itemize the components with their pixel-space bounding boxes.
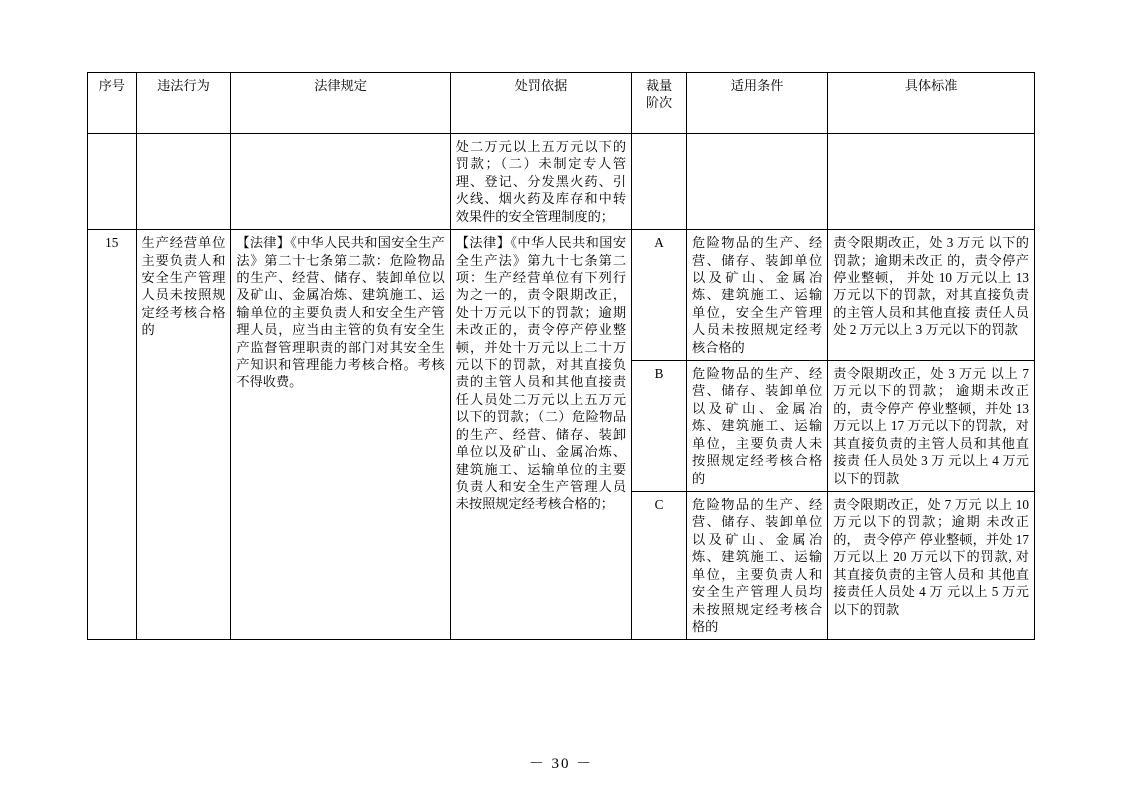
cell-basis-continued: 处二万元以上五万元以下的罚款；（二）未制定专人管理、登记、分发黑火药、引火线、烟火药及库存和中转效果件的安全管理制度的； — [450, 134, 631, 230]
table-row — [88, 230, 1035, 361]
table-header-row — [88, 73, 1035, 134]
header-specific-standard: 具体标准 — [828, 73, 1035, 134]
cell-illegal-act: 生产经营单位主要负责人和安全生产管理人员未按照规定经考核合格的 — [136, 230, 231, 640]
table-row-continued — [88, 134, 1035, 230]
header-illegal-act: 违法行为 — [136, 73, 231, 134]
header-applicable-condition: 适用条件 — [686, 73, 827, 134]
header-penalty-basis: 处罚依据 — [450, 73, 631, 134]
cell-seq: 15 — [88, 230, 137, 640]
cell-condition-continued — [686, 134, 827, 230]
cell-standard-c: 责令限期改正，处 7 万元 以上 10 万元以下的罚款；逾期 未改正的， 责令停产 停业整顿，并处 17 万元以上 20 万元以下的罚款, 对其直接负责的主管人员和 其他直接责任人员处 4 万 元以上 5 万元以下的罚款 — [828, 492, 1035, 640]
cell-standard-continued — [828, 134, 1035, 230]
cell-seq-continued — [88, 134, 137, 230]
page-number: － 30 － — [528, 756, 594, 772]
cell-condition-c: 危险物品的生产、经营、储存、装卸单位以及矿山、金属冶炼、建筑施工、运输单位，主要负责人和安全生产管理人员均未按照规定经考核合格的 — [686, 492, 827, 640]
cell-standard-b: 责令限期改正，处 3 万元 以上 7 万元以下的罚款； 逾期未改正的，责令停产 停业整顿，并处 13 万元以上 17 万元以下的罚款，对 其直接负责的主管人员和其他直接责 任人员处 3 万 元以上 4 万元 以下的罚款 — [828, 361, 1035, 492]
cell-penalty-basis: 【法律】《中华人民共和国安全生产法》第九十七条第二项：生产经营单位有下列行为之一的，责令限期改正，处十万元以下的罚款；逾期未改正的，责令停产停业整顿，并处十万元以上二十万元以下的罚款，对其直接负责的主管人员和其他直接责任人员处二万元以上五万元以下的罚款；（二）危险物品的生产、经营、储存、装卸单位以及矿山、金属冶炼、建筑施工、运输单位的主要负责人和安全生产管理人员未按照规定经考核合格的； — [450, 230, 631, 640]
cell-condition-a: 危险物品的生产、经营、储存、装卸单位以及矿山、金属冶炼、建筑施工、运输单位，安全生产管理人员未按照规定经考核合格的 — [686, 230, 827, 361]
header-discretion-level-line2: 阶次 — [645, 95, 673, 111]
cell-level-continued — [632, 134, 687, 230]
cell-act-continued — [136, 134, 231, 230]
cell-standard-a: 责令限期改正，处 3 万元 以下的罚款；逾期未改正 的，责令停产停业整顿， 并处 10 万元以上 13 万元以下的罚款，对其直接负责的主管人员和其他直接 责任人员处 2 万元以上 3 万元以下的罚款 — [828, 230, 1035, 361]
penalty-discretion-table — [87, 72, 1035, 640]
cell-legal-provision: 【法律】《中华人民共和国安全生产法》第二十七条第二款：危险物品的生产、经营、储存、装卸单位以及矿山、金属冶炼、建筑施工、运输单位的主要负责人和安全生产管理人员，应当由主管的负有安全生产监督管理职责的部门对其安全生产知识和管理能力考核合格。考核不得收费。 — [231, 230, 450, 640]
header-discretion-level-line1: 裁量 — [645, 78, 673, 93]
cell-condition-b: 危险物品的生产、经营、储存、装卸单位以及矿山、金属冶炼、建筑施工、运输单位，主要负责人未按照规定经考核合格的 — [686, 361, 827, 492]
header-seq: 序号 — [88, 73, 137, 134]
header-discretion-level — [632, 73, 687, 134]
cell-discretion-level-c: C — [632, 492, 687, 640]
header-legal-provision: 法律规定 — [231, 73, 450, 134]
cell-law-continued — [231, 134, 450, 230]
cell-discretion-level-a: A — [632, 230, 687, 361]
cell-discretion-level-b: B — [632, 361, 687, 492]
